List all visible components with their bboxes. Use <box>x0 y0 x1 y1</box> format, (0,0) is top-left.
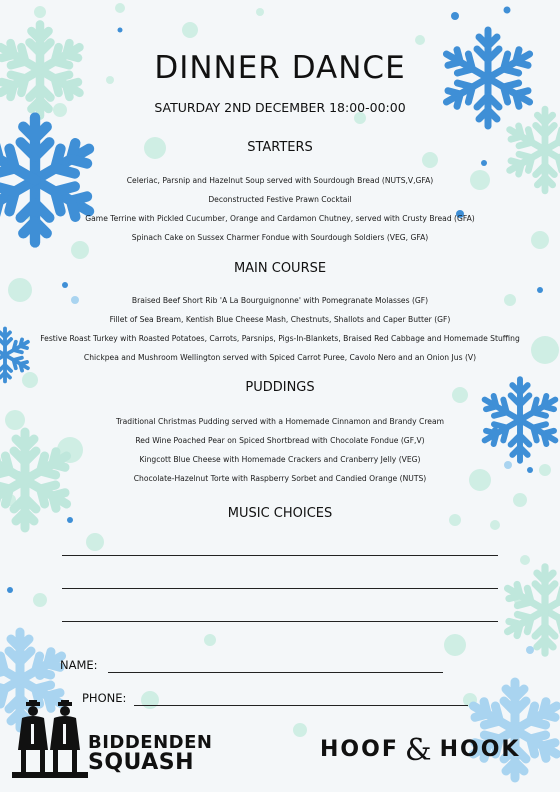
starters-list <box>0 171 560 247</box>
menu-item: Celeriac, Parsnip and Hazelnut Soup served with Sourdough Bread (NUTS,V,GFA) <box>126 176 434 185</box>
hook-logo-text: HOOK <box>439 737 521 762</box>
hoof-and-hook-logo <box>320 733 520 768</box>
menu-item: Traditional Christmas Pudding served with a Homemade Cinnamon and Brandy Cream <box>116 417 444 426</box>
music-choice-line-1[interactable] <box>62 555 498 556</box>
music-choice-line-2[interactable] <box>62 588 498 589</box>
menu-item: Festive Roast Turkey with Roasted Potatoes, Carrots, Parsnips, Pigs-In-Blankets, Braised Red Cabbage and Homemade Stuffing <box>40 334 520 343</box>
section-heading-starters: STARTERS <box>247 140 313 155</box>
main-course-list <box>0 291 560 367</box>
puddings-list <box>0 412 560 488</box>
menu-item: Deconstructed Festive Prawn Cocktail <box>208 195 352 204</box>
music-choice-line-3[interactable] <box>62 621 498 622</box>
biddenden-logo-line2: SQUASH <box>88 750 195 775</box>
menu-item: Chickpea and Mushroom Wellington served with Spiced Carrot Puree, Cavolo Nero and an Onion Jus (V) <box>83 353 477 362</box>
page-title: DINNER DANCE <box>154 50 406 86</box>
section-heading-music-choices: MUSIC CHOICES <box>227 506 333 521</box>
menu-item: Kingcott Blue Cheese with Homemade Crackers and Cranberry Jelly (VEG) <box>139 455 421 464</box>
biddenden-squash-emblem-icon <box>12 700 88 778</box>
name-line[interactable] <box>108 672 443 673</box>
menu-item: Braised Beef Short Rib 'A La Bourguignonne' with Pomegranate Molasses (GF) <box>131 296 429 305</box>
ampersand-logo-glyph: & <box>404 733 434 768</box>
phone-line[interactable] <box>134 705 468 706</box>
menu-item: Red Wine Poached Pear on Spiced Shortbread with Chocolate Fondue (GF,V) <box>135 436 425 445</box>
menu-item: Spinach Cake on Sussex Charmer Fondue with Sourdough Soldiers (VEG, GFA) <box>131 233 429 242</box>
name-label: NAME: <box>60 658 98 672</box>
phone-label: PHONE: <box>82 691 127 705</box>
biddenden-logo-line1: BIDDENDEN <box>88 732 213 753</box>
menu-item: Fillet of Sea Bream, Kentish Blue Cheese Mash, Chestnuts, Shallots and Caper Butter (GF) <box>109 315 451 324</box>
menu-item: Chocolate-Hazelnut Torte with Raspberry Sorbet and Candied Orange (NUTS) <box>133 474 427 483</box>
hoof-logo-text: HOOF <box>320 737 399 762</box>
section-heading-puddings: PUDDINGS <box>245 380 315 395</box>
menu-item: Game Terrine with Pickled Cucumber, Orange and Cardamon Chutney, served with Crusty Bread (GFA) <box>85 214 475 223</box>
event-date: SATURDAY 2ND DECEMBER 18:00-00:00 <box>154 100 406 115</box>
section-heading-main-course: MAIN COURSE <box>233 261 327 276</box>
